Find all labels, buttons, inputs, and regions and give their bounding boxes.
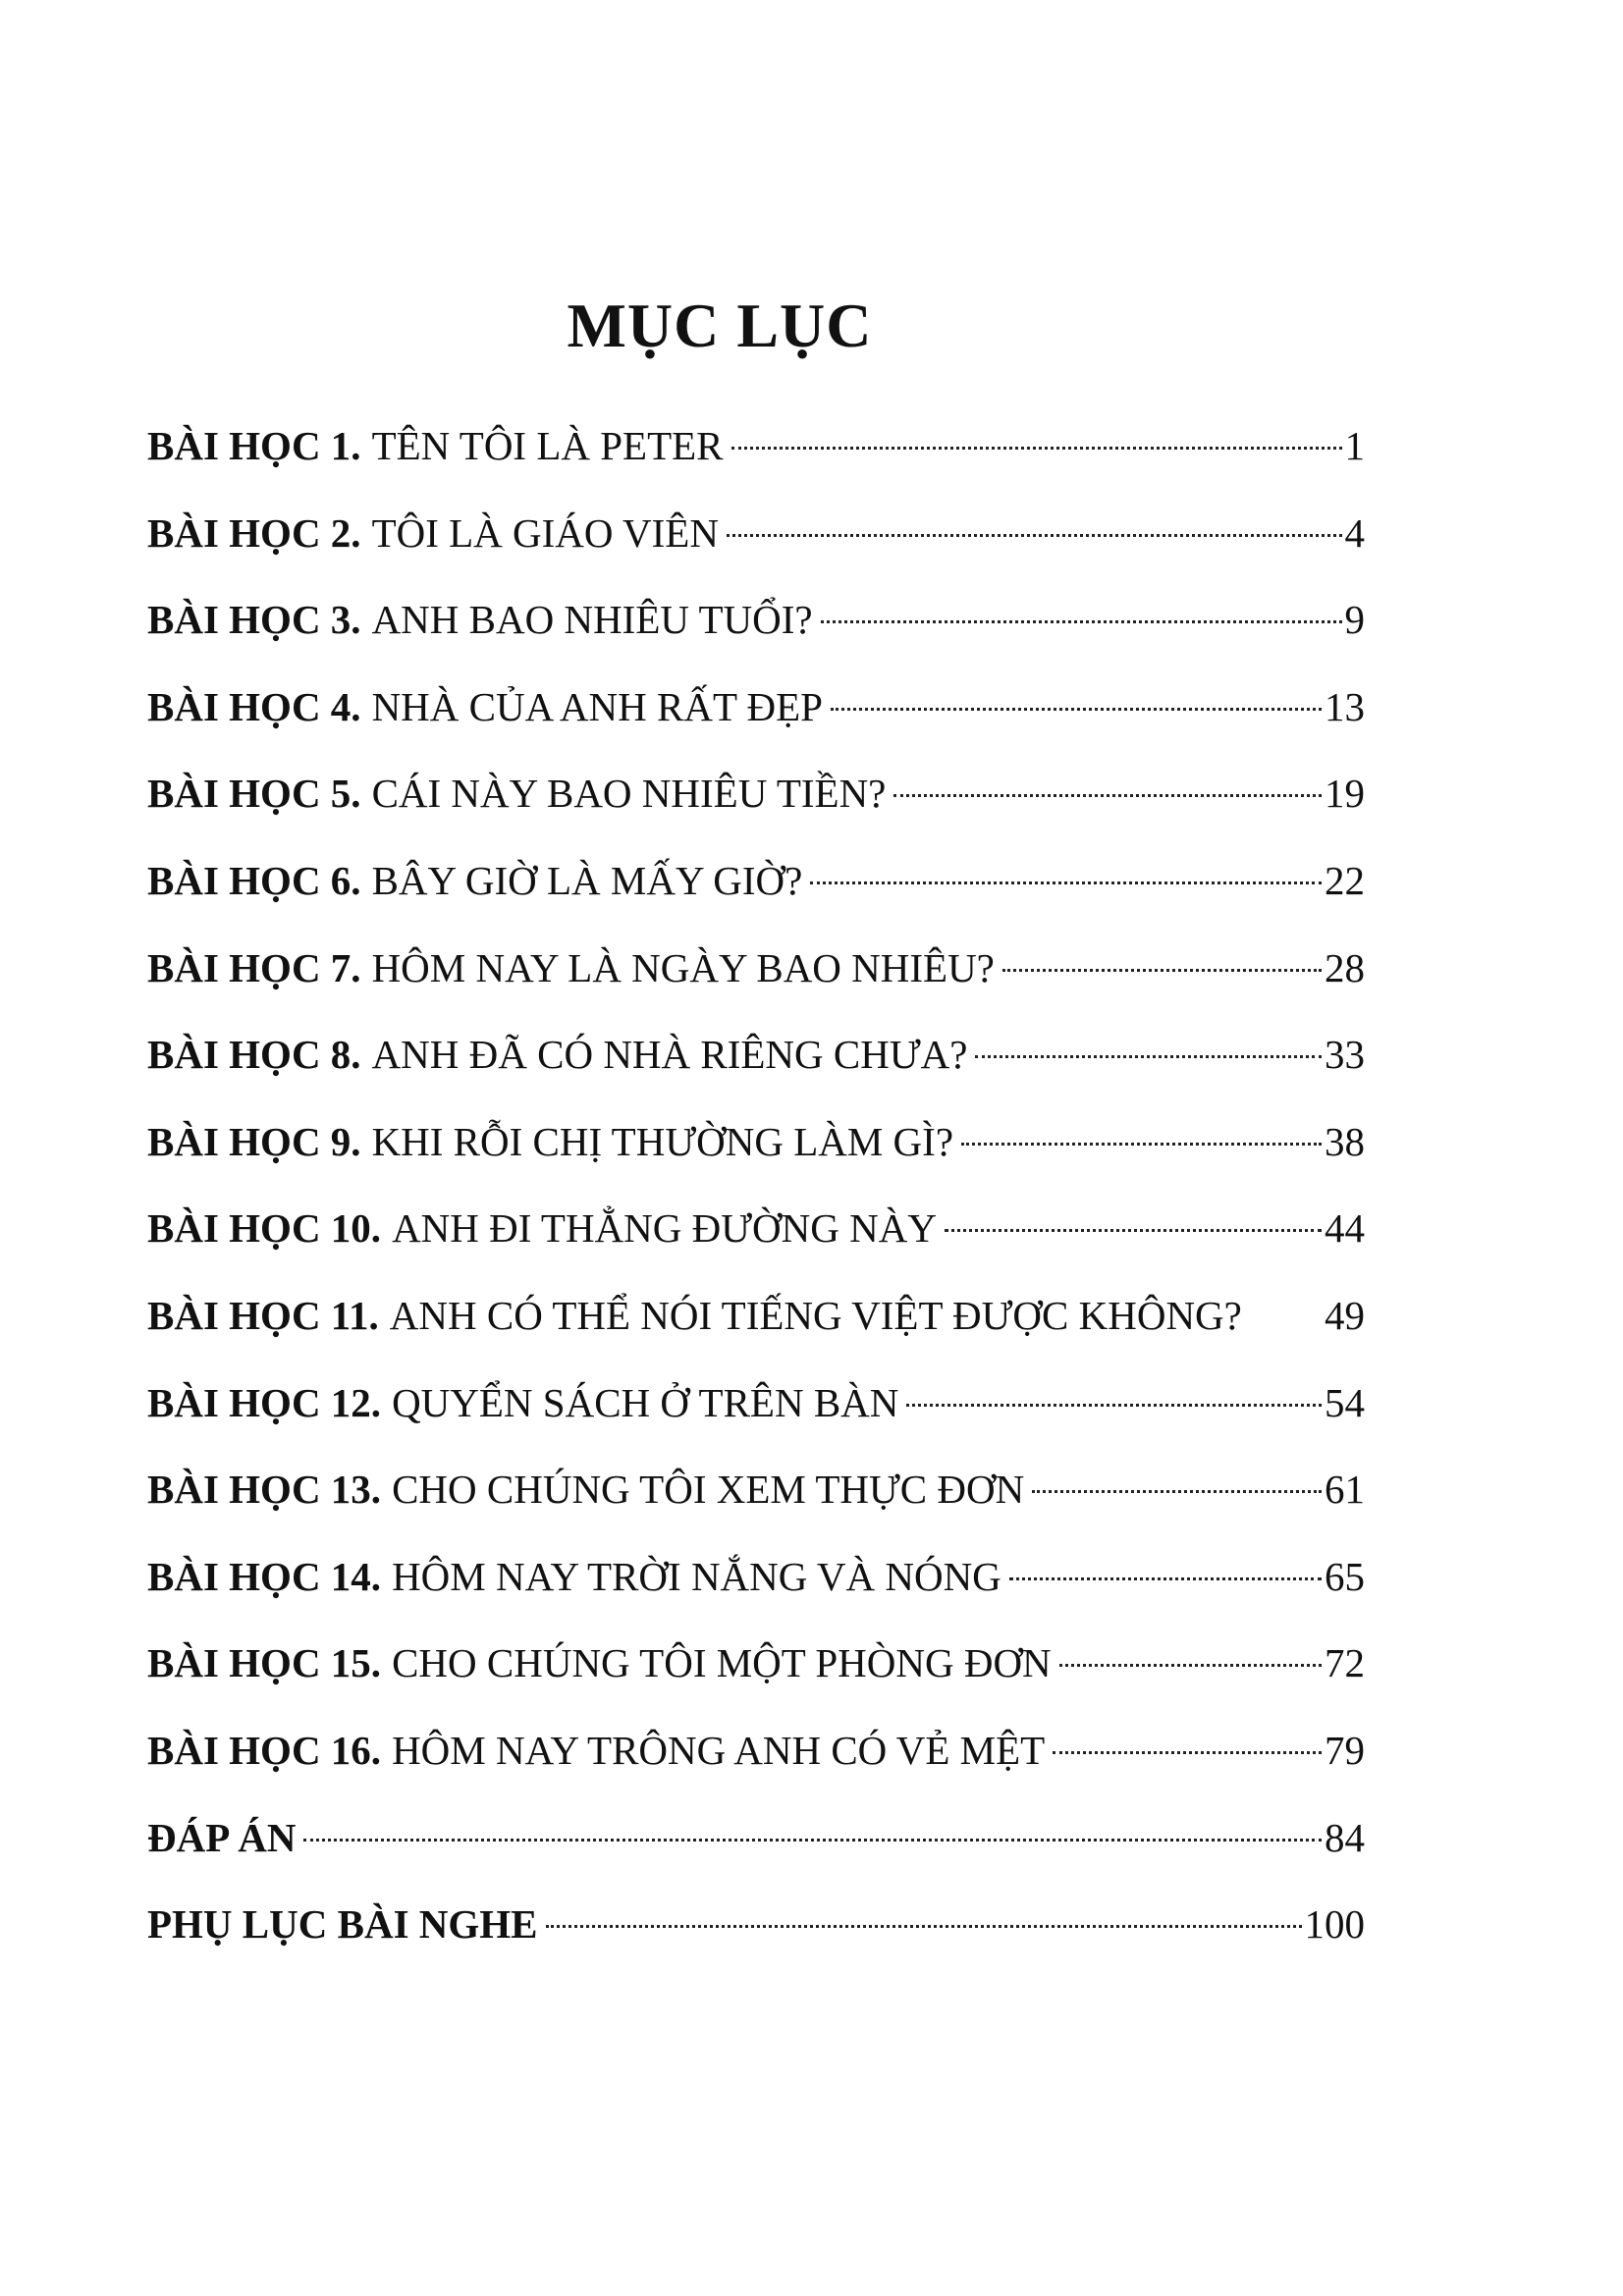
toc-entry-label: BÀI HỌC 3. <box>147 597 361 643</box>
toc-entry-lesson-5 <box>147 750 1365 837</box>
toc-entry-title: NHÀ CỦA ANH RẤT ĐẸP <box>371 683 823 729</box>
toc-entry-lesson-13 <box>147 1446 1365 1533</box>
dot-leader <box>303 1839 1322 1842</box>
toc-entry-page-number: 84 <box>1325 1814 1365 1860</box>
toc-entry-title: KHI RỖI CHỊ THƯỜNG LÀM GÌ? <box>371 1118 954 1164</box>
toc-entry-lesson-1 <box>147 402 1365 490</box>
toc-entry-title: HÔM NAY TRỜI NẮNG VÀ NÓNG <box>392 1553 1001 1599</box>
toc-entry-label: BÀI HỌC 12. <box>147 1379 382 1425</box>
toc-entry-title: ANH ĐÃ CÓ NHÀ RIÊNG CHƯA? <box>371 1032 968 1078</box>
dot-leader <box>821 620 1342 623</box>
toc-entry-page-number: 28 <box>1325 944 1365 990</box>
toc-entry-title: CHO CHÚNG TÔI MỘT PHÒNG ĐƠN <box>392 1640 1052 1686</box>
dot-leader <box>1009 1577 1322 1580</box>
toc-entry-page-number: 38 <box>1325 1118 1365 1164</box>
toc-entry-title: ANH BAO NHIÊU TUỔI? <box>371 597 813 643</box>
toc-entry-page-number: 54 <box>1325 1379 1365 1425</box>
toc-entry-lesson-12 <box>147 1360 1365 1447</box>
toc-entry-label: BÀI HỌC 4. <box>147 683 361 729</box>
toc-entry-page-number: 100 <box>1304 1901 1365 1948</box>
dot-leader <box>731 447 1342 450</box>
toc-entry-label: PHỤ LỤC BÀI NGHE <box>147 1901 538 1948</box>
toc-entry-label: BÀI HỌC 15. <box>147 1640 382 1686</box>
toc-entry-label: BÀI HỌC 16. <box>147 1727 382 1773</box>
dot-leader <box>961 1143 1322 1146</box>
toc-entry-page-number: 61 <box>1325 1467 1365 1513</box>
toc-entry-title: BÂY GIỜ LÀ MẤY GIỜ? <box>371 857 803 903</box>
toc-entry-lesson-11 <box>147 1272 1365 1360</box>
toc-entry-page-number: 65 <box>1325 1553 1365 1599</box>
dot-leader <box>945 1229 1322 1232</box>
toc-entry-title: QUYỂN SÁCH Ở TRÊN BÀN <box>392 1379 899 1425</box>
toc-entry-title: ANH ĐI THẲNG ĐƯỜNG NÀY <box>392 1205 937 1252</box>
toc-entry-lesson-15 <box>147 1620 1365 1707</box>
toc-entry-lesson-4 <box>147 664 1365 751</box>
dot-leader <box>727 534 1342 537</box>
table-of-contents <box>147 402 1365 1968</box>
dot-leader <box>546 1925 1302 1928</box>
toc-entry-label: BÀI HỌC 13. <box>147 1467 382 1513</box>
toc-entry-page-number: 19 <box>1325 771 1365 817</box>
toc-entry-page-number: 4 <box>1344 509 1365 556</box>
toc-entry-label: BÀI HỌC 8. <box>147 1032 361 1078</box>
toc-entry-title: HÔM NAY LÀ NGÀY BAO NHIÊU? <box>371 944 995 990</box>
toc-entry-label: ĐÁP ÁN <box>147 1814 297 1860</box>
toc-entry-label: BÀI HỌC 2. <box>147 509 361 556</box>
toc-entry-lesson-7 <box>147 925 1365 1012</box>
toc-entry-lesson-2 <box>147 490 1365 577</box>
toc-entry-label: BÀI HỌC 7. <box>147 944 361 990</box>
dot-leader <box>906 1404 1322 1407</box>
toc-entry-label: BÀI HỌC 14. <box>147 1553 382 1599</box>
toc-entry-label: BÀI HỌC 6. <box>147 857 361 903</box>
dot-leader <box>831 708 1322 711</box>
page-title: MỤC LỤC <box>567 291 873 360</box>
toc-entry-page-number: 49 <box>1325 1292 1365 1338</box>
dot-leader <box>1059 1664 1322 1667</box>
toc-entry-page-number: 33 <box>1325 1032 1365 1078</box>
toc-entry-lesson-14 <box>147 1533 1365 1621</box>
toc-entry-label: BÀI HỌC 9. <box>147 1118 361 1164</box>
dot-leader <box>975 1055 1322 1058</box>
toc-entry-answers <box>147 1794 1365 1882</box>
toc-entry-page-number: 72 <box>1325 1640 1365 1686</box>
toc-entry-title: TÔI LÀ GIÁO VIÊN <box>371 509 719 556</box>
toc-entry-page-number: 44 <box>1325 1205 1365 1252</box>
dot-leader <box>1032 1490 1322 1493</box>
toc-entry-page-number: 13 <box>1325 683 1365 729</box>
toc-entry-title: CÁI NÀY BAO NHIÊU TIỀN? <box>371 771 887 817</box>
toc-entry-page-number: 1 <box>1344 423 1365 468</box>
toc-entry-label: BÀI HỌC 1. <box>147 423 361 468</box>
toc-entry-title: CHO CHÚNG TÔI XEM THỰC ĐƠN <box>392 1467 1025 1513</box>
toc-entry-label: BÀI HỌC 11. <box>147 1292 379 1338</box>
toc-entry-title: HÔM NAY TRÔNG ANH CÓ VẺ MỆT <box>392 1727 1046 1773</box>
toc-entry-page-number: 79 <box>1325 1727 1365 1773</box>
dot-leader <box>810 881 1322 884</box>
dot-leader <box>1053 1751 1322 1754</box>
toc-entry-lesson-6 <box>147 837 1365 925</box>
toc-entry-lesson-10 <box>147 1185 1365 1272</box>
dot-leader <box>1002 969 1322 972</box>
toc-entry-label: BÀI HỌC 10. <box>147 1205 382 1252</box>
toc-entry-listening-appendix <box>147 1881 1365 1968</box>
toc-entry-lesson-8 <box>147 1011 1365 1098</box>
toc-entry-lesson-16 <box>147 1707 1365 1794</box>
toc-entry-title: ANH CÓ THỂ NÓI TIẾNG VIỆT ĐƯỢC KHÔNG? <box>389 1292 1242 1338</box>
toc-entry-page-number: 9 <box>1344 597 1365 643</box>
toc-entry-page-number: 22 <box>1325 857 1365 903</box>
toc-entry-label: BÀI HỌC 5. <box>147 771 361 817</box>
toc-entry-lesson-3 <box>147 576 1365 664</box>
dot-leader <box>893 794 1322 797</box>
toc-entry-lesson-9 <box>147 1098 1365 1186</box>
toc-entry-title: TÊN TÔI LÀ PETER <box>371 423 724 468</box>
